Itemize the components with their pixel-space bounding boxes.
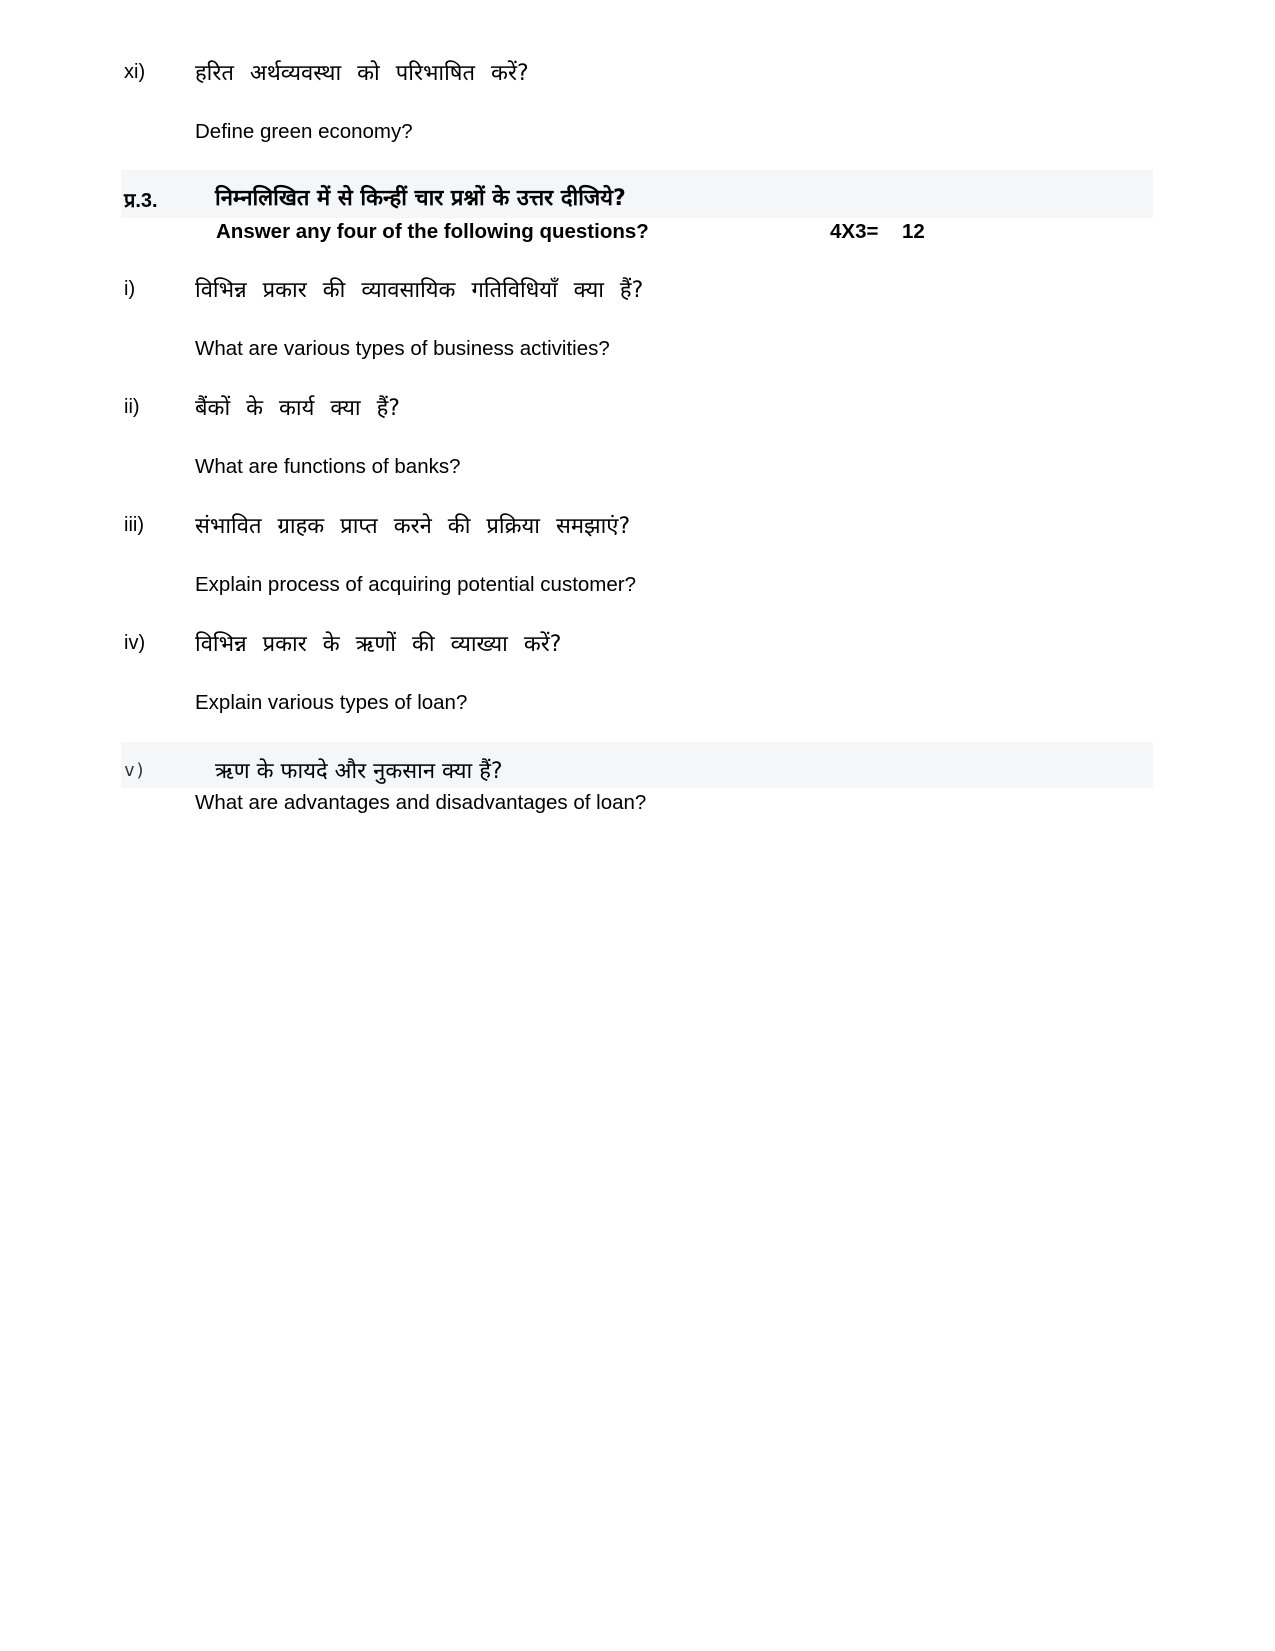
marks-total: 12	[902, 220, 925, 243]
question-hindi: संभावित ग्राहक प्राप्त करने की प्रक्रिया समझाएं?	[195, 514, 631, 539]
question-english: What are advantages and disadvantages of loan?	[195, 791, 647, 814]
question-english: What are various types of business activities?	[195, 337, 610, 360]
question-number: iv)	[124, 632, 146, 654]
question-number: ii)	[124, 396, 140, 418]
question-number: iii)	[124, 514, 144, 536]
question-number: xi)	[124, 61, 146, 83]
question-hindi: हरित अर्थव्यवस्था को परिभाषित करें?	[195, 61, 529, 86]
question-english: Explain various types of loan?	[195, 691, 468, 714]
question-english: Explain process of acquiring potential customer?	[195, 573, 636, 596]
question-hindi: विभिन्न प्रकार के ऋणों की व्याख्या करें?	[195, 632, 562, 657]
section-title-english: Answer any four of the following questions?	[216, 220, 649, 243]
section-title-hindi: निम्नलिखित में से किन्हीं चार प्रश्नों के उत्तर दीजिये?	[215, 186, 626, 211]
question-number: i)	[124, 278, 136, 300]
question-english: What are functions of banks?	[195, 455, 461, 478]
section-number: प्र.3.	[124, 190, 158, 212]
question-number: v)	[124, 760, 146, 781]
question-english: Define green economy?	[195, 120, 413, 143]
question-hindi: ऋण के फायदे और नुकसान क्या हैं?	[215, 759, 503, 784]
marks-formula: 4X3=	[830, 220, 879, 243]
question-hindi: बैंकों के कार्य क्या हैं?	[195, 396, 400, 421]
question-hindi: विभिन्न प्रकार की व्यावसायिक गतिविधियाँ क्या हैं?	[195, 278, 644, 303]
